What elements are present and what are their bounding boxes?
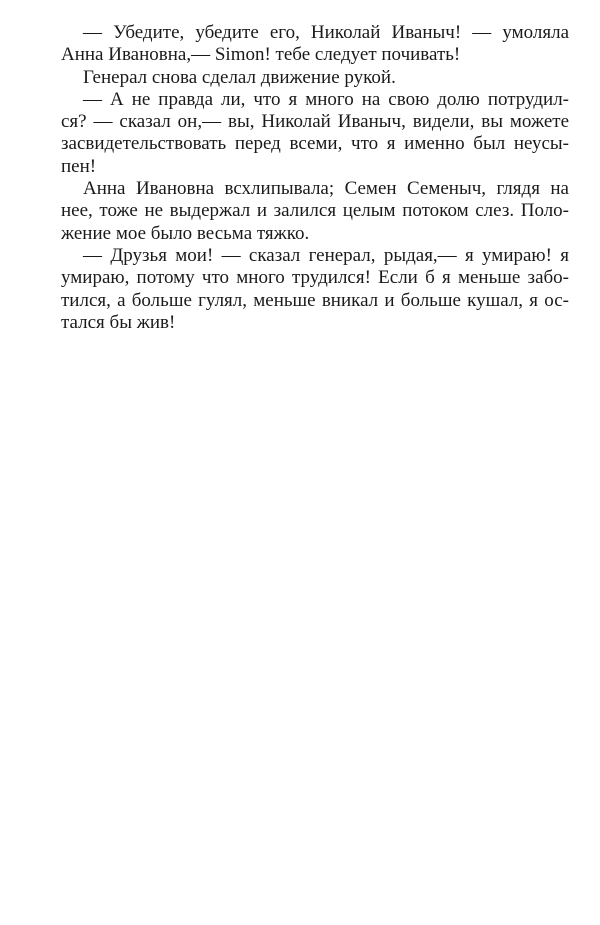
- text-line: — А не правда ли, что я много на свою долю потрудил-: [83, 88, 569, 110]
- text-line: Анна Ивановна,— Simon! тебе следует почивать!: [61, 44, 461, 66]
- text-line: ся? — сказал он,— вы, Николай Иваныч, видели, вы можете: [61, 111, 569, 133]
- text-line: Генерал снова сделал движение рукой.: [83, 66, 396, 88]
- paragraph-4: [61, 178, 569, 245]
- text-line: умираю, потому что много трудился! Если б я меньше забо-: [61, 267, 569, 289]
- paragraph-1: [61, 22, 569, 67]
- text-line: — Друзья мои! — сказал генерал, рыдая,— я умираю! я: [83, 244, 569, 266]
- text-line: тился, а больше гулял, меньше вникал и больше кушал, я ос-: [61, 289, 569, 311]
- text-line: Анна Ивановна всхлипывала; Семен Семеныч, глядя на: [83, 178, 569, 200]
- text-line: жение мое было весьма тяжко.: [61, 222, 310, 244]
- text-line: пен!: [61, 155, 97, 177]
- text-line: засвидетельствовать перед всеми, что я именно был неусы-: [61, 133, 569, 155]
- text-line: — Убедите, убедите его, Николай Иваныч! — умоляла: [83, 22, 569, 43]
- text-line: тался бы жив!: [61, 311, 176, 333]
- text-line: нее, тоже не выдержал и залился целым потоком слез. Поло-: [61, 200, 569, 222]
- paragraph-2: [61, 67, 569, 89]
- paragraph-5: [61, 245, 569, 334]
- paragraph-3: [61, 89, 569, 178]
- page-text: [61, 22, 569, 334]
